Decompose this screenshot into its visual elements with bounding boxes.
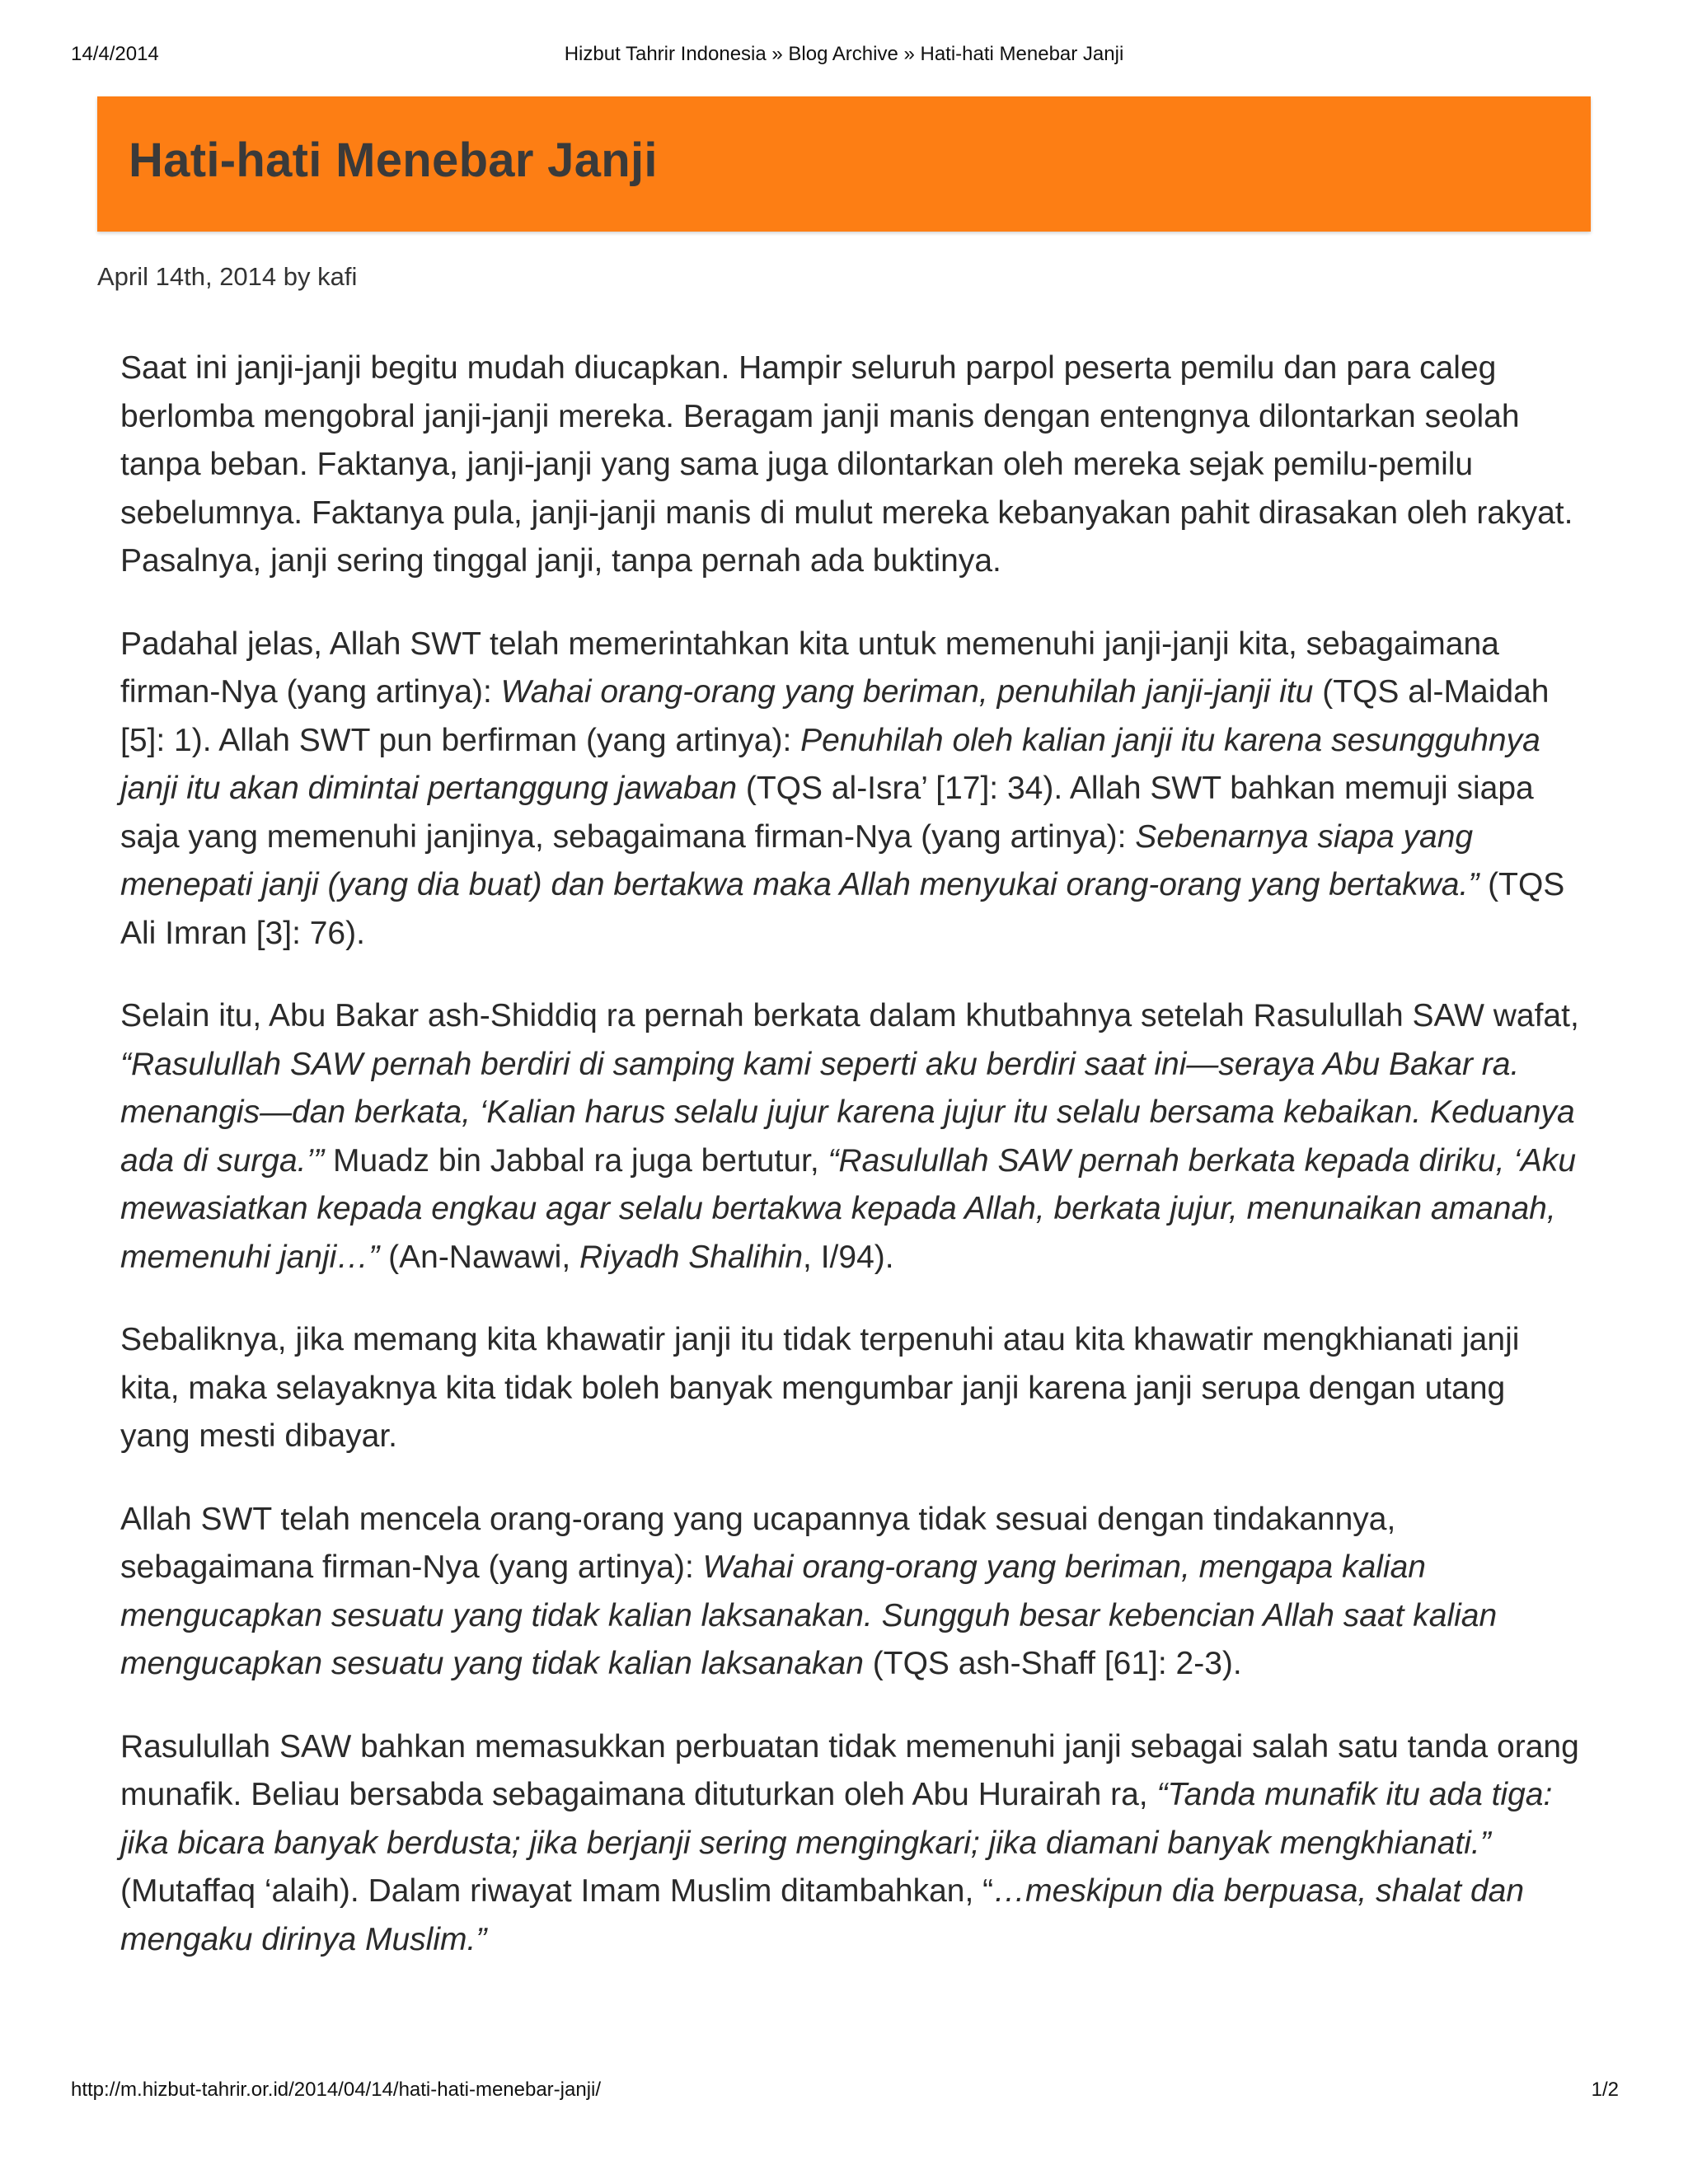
italic-quote-text: …meskipun dia berpuasa, shalat dan mengaku dirinya Muslim.” bbox=[120, 1873, 1525, 1957]
paragraph-text: Muadz bin Jabbal ra juga bertutur, bbox=[324, 1142, 828, 1179]
article-paragraph bbox=[120, 621, 1579, 958]
paragraph-text: (TQS al-Maidah [5]: 1). Allah SWT pun berfirman (yang artinya): bbox=[120, 674, 1550, 758]
italic-quote-text: Riyadh Shalihin bbox=[579, 1239, 804, 1275]
article-paragraph bbox=[120, 344, 1579, 586]
post-meta: April 14th, 2014 by kafi bbox=[97, 262, 358, 291]
article-paragraph bbox=[120, 1496, 1579, 1689]
print-footer bbox=[0, 2079, 1688, 2111]
paragraph-text: (An-Nawawi, bbox=[379, 1239, 580, 1275]
article-paragraph bbox=[120, 1316, 1579, 1461]
italic-quote-text: Sebenarnya siapa yang menepati janji (yang dia buat) dan bertakwa maka Allah menyukai orang-orang yang bertakwa.” bbox=[120, 818, 1479, 902]
print-source-url: http://m.hizbut-tahrir.or.id/2014/04/14/hati-hati-menebar-janji/ bbox=[71, 2079, 602, 2101]
italic-quote-text: “Rasulullah SAW pernah berkata kepada diriku, ‘Aku mewasiatkan kepada engkau agar selalu bertakwa kepada Allah, berkata jujur, menunaikan amanah, memenuhi janji…” bbox=[120, 1142, 1577, 1275]
article-paragraph bbox=[120, 1723, 1579, 1965]
italic-quote-text: Wahai orang-orang yang beriman, penuhilah janji-janji itu bbox=[500, 674, 1314, 710]
page-number: 1/2 bbox=[1591, 2079, 1619, 2101]
italic-quote-text: “Tanda munafik itu ada tiga: jika bicara banyak berdusta; jika berjanji sering mengingkari; jika diamani banyak mengkhianati.” bbox=[120, 1777, 1553, 1861]
paragraph-text: (TQS Ali Imran [3]: 76). bbox=[120, 867, 1565, 951]
article-paragraph bbox=[120, 992, 1579, 1282]
paragraph-text: (TQS al-Isra’ [17]: 34). Allah SWT bahkan memuji siapa saja yang memenuhi janjinya, sebagaimana firman-Nya (yang artinya): bbox=[120, 771, 1534, 855]
italic-quote-text: Wahai orang-orang yang beriman, mengapa kalian mengucapkan sesuatu yang tidak kalian laksanakan. Sungguh besar kebencian Allah saat kalian mengucapkan sesuatu yang tidak kalian laksanakan bbox=[120, 1549, 1498, 1681]
paragraph-text: (Mutaffaq ‘alaih). Dalam riwayat Imam Muslim ditambahkan, “ bbox=[120, 1873, 994, 1909]
print-header bbox=[0, 43, 1688, 76]
paragraph-text: (TQS ash-Shaff [61]: 2-3). bbox=[863, 1646, 1242, 1681]
paragraph-text: Selain itu, Abu Bakar ash-Shiddiq ra pernah berkata dalam khutbahnya setelah Rasulullah SAW wafat, bbox=[120, 998, 1579, 1033]
italic-quote-text: Penuhilah oleh kalian janji itu karena sesungguhnya janji itu akan dimintai pertanggung jawaban bbox=[120, 722, 1540, 806]
italic-quote-text: “Rasulullah SAW pernah berdiri di samping kami seperti aku berdiri saat ini—seraya Abu Bakar ra. menangis—dan berkata, ‘Kalian harus selalu jujur karena jujur itu selalu bersama kebaikan. Keduanya ada di surga.’” bbox=[120, 1046, 1575, 1179]
paragraph-text: Saat ini janji-janji begitu mudah diucapkan. Hampir seluruh parpol peserta pemilu dan para caleg berlomba mengobral janji-janji mereka. Beragam janji manis dengan entengnya dilontarkan seolah tanpa beban. Faktanya, janji-janji yang sama juga dilontarkan oleh mereka sejak pemilu-pemilu sebelumnya. Faktanya pula, janji-janji manis di mulut mereka kebanyakan pahit dirasakan oleh rakyat. Pasalnya, janji sering tinggal janji, tanpa pernah ada buktinya. bbox=[120, 350, 1573, 579]
paragraph-text: Allah SWT telah mencela orang-orang yang ucapannya tidak sesuai dengan tindakannya, sebagaimana firman-Nya (yang artinya): bbox=[120, 1501, 1396, 1585]
article-body bbox=[120, 344, 1579, 1999]
paragraph-text: , I/94). bbox=[803, 1239, 894, 1275]
print-document-title: Hizbut Tahrir Indonesia » Blog Archive » Hati-hati Menebar Janji bbox=[564, 43, 1124, 65]
paragraph-text: Padahal jelas, Allah SWT telah memerintahkan kita untuk memenuhi janji-janji kita, sebagaimana firman-Nya (yang artinya): bbox=[120, 626, 1499, 710]
paragraph-text: Sebaliknya, jika memang kita khawatir janji itu tidak terpenuhi atau kita khawatir mengkhianati janji kita, maka selayaknya kita tidak boleh banyak mengumbar janji karena janji serupa dengan utang yang mesti dibayar. bbox=[120, 1322, 1520, 1454]
paragraph-text: Rasulullah SAW bahkan memasukkan perbuatan tidak memenuhi janji sebagai salah satu tanda orang munafik. Beliau bersabda sebagaimana dituturkan oleh Abu Hurairah ra, bbox=[120, 1728, 1579, 1812]
print-date: 14/4/2014 bbox=[71, 43, 159, 65]
post-title-banner bbox=[97, 96, 1591, 232]
post-title: Hati-hati Menebar Janji bbox=[129, 134, 658, 187]
